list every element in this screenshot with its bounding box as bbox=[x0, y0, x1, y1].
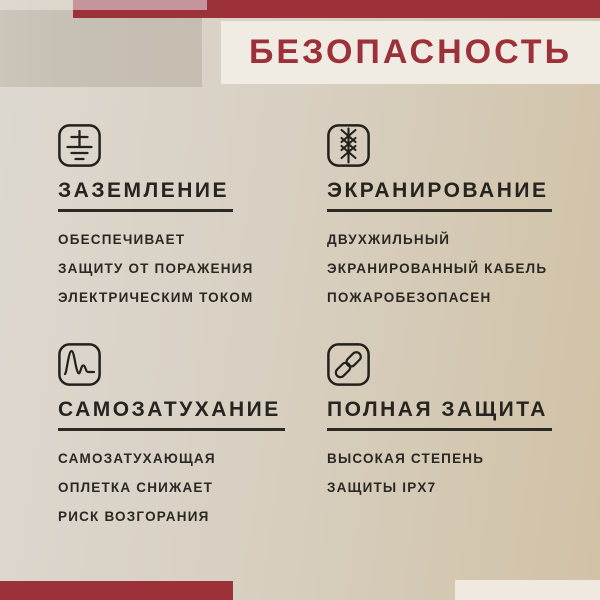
feature-line: ЭЛЕКТРИЧЕСКИМ ТОКОМ bbox=[58, 290, 254, 305]
decor-bottom-red-rect bbox=[0, 581, 233, 600]
feature-line: ЗАЩИТУ ОТ ПОРАЖЕНИЯ bbox=[58, 261, 254, 276]
decor-pink-rect bbox=[73, 0, 207, 10]
chain-link-icon bbox=[327, 343, 370, 386]
feature-line: ПОЖАРОБЕЗОПАСЕН bbox=[327, 290, 492, 305]
feature-shielding bbox=[327, 124, 572, 312]
feature-line: САМОЗАТУХАЮЩАЯ bbox=[58, 451, 216, 466]
feature-description bbox=[327, 225, 572, 312]
feature-title: САМОЗАТУХАНИЕ bbox=[58, 399, 285, 431]
damping-peak-icon bbox=[58, 343, 101, 386]
feature-title: ПОЛНАЯ ЗАЩИТА bbox=[327, 399, 552, 431]
feature-description bbox=[58, 225, 303, 312]
feature-line: ДВУХЖИЛЬНЫЙ bbox=[327, 232, 451, 247]
feature-title: ЭКРАНИРОВАНИЕ bbox=[327, 180, 552, 212]
feature-line: ОПЛЕТКА СНИЖАЕТ bbox=[58, 480, 214, 495]
feature-self-extinguishing bbox=[58, 343, 303, 531]
ground-icon bbox=[58, 124, 101, 167]
feature-title: ЗАЗЕМЛЕНИЕ bbox=[58, 180, 233, 212]
feature-line: ЗАЩИТЫ IPX7 bbox=[327, 480, 437, 495]
decor-bottom-white-rect bbox=[455, 580, 600, 600]
page-title: БЕЗОПАСНОСТЬ bbox=[248, 33, 573, 71]
feature-description bbox=[58, 444, 303, 531]
title-panel bbox=[221, 21, 600, 84]
feature-line: РИСК ВОЗГОРАНИЯ bbox=[58, 509, 210, 524]
feature-line: ЭКРАНИРОВАННЫЙ КАБЕЛЬ bbox=[327, 261, 548, 276]
decor-gray-rect bbox=[0, 10, 202, 87]
feature-full-protection bbox=[327, 343, 572, 502]
feature-line: ОБЕСПЕЧИВАЕТ bbox=[58, 232, 186, 247]
braid-mesh-icon bbox=[327, 124, 370, 167]
feature-grounding bbox=[58, 124, 303, 312]
feature-description bbox=[327, 444, 572, 502]
feature-line: ВЫСОКАЯ СТЕПЕНЬ bbox=[327, 451, 485, 466]
